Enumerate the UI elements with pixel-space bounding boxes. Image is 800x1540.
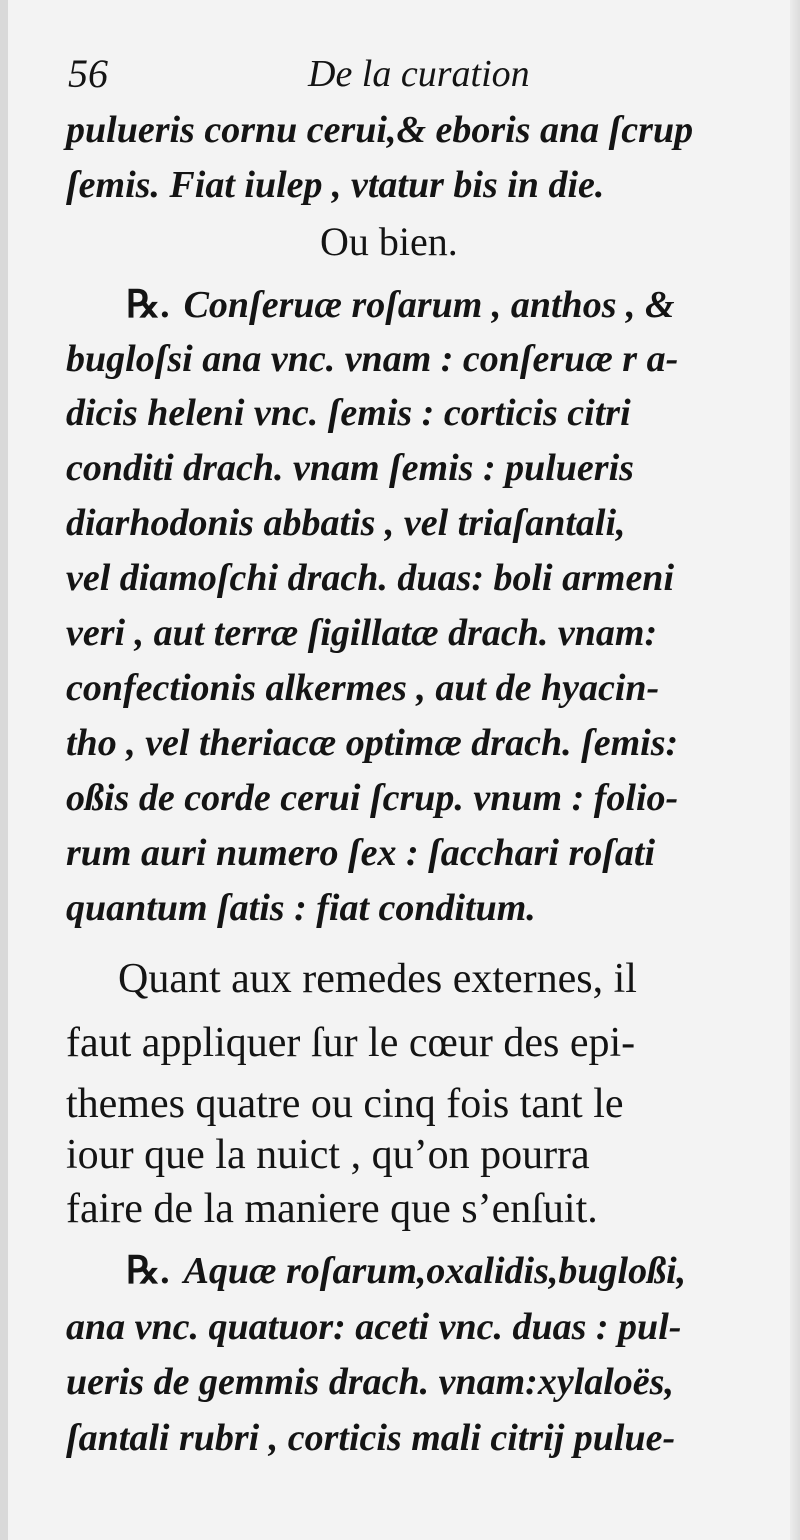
text-line: vel diamoſchi drach. duas: boli armeni xyxy=(66,557,674,599)
section-heading: Ou bien. xyxy=(320,219,458,264)
recipe-first-text: Conſeruæ roſarum , anthos , & xyxy=(183,284,675,326)
text-line: ſantali rubri , corticis mali citrij pulue- xyxy=(66,1417,676,1459)
text-line: ueris de gemmis drach. vnam:xylaloës, xyxy=(66,1361,674,1403)
paragraph-line: faire de la maniere que s’enſuit. xyxy=(66,1186,598,1232)
text-line: tho , vel theriacæ optimæ drach. ſemis: xyxy=(66,722,679,764)
text-line: diarhodonis abbatis , vel triaſantali, xyxy=(66,502,626,544)
recipe-first-line xyxy=(126,282,675,327)
text-line: dicis heleni vnc. ſemis : corticis citri xyxy=(66,392,631,434)
paragraph-line: Quant aux remedes externes, il xyxy=(118,956,637,1002)
text-line: rum auri numero ſex : ſacchari roſati xyxy=(66,832,656,874)
recipe-symbol: ℞. xyxy=(126,284,170,326)
text-line: conditi drach. vnam ſemis : pulueris xyxy=(66,447,634,489)
text-line: quantum ſatis : fiat conditum. xyxy=(66,887,536,929)
page-number: 56 xyxy=(68,51,108,96)
paragraph-line: iour que la nuict , qu’on pourra xyxy=(66,1132,590,1178)
paragraph-line: themes quatre ou cinq fois tant le xyxy=(66,1081,624,1127)
text-line: ana vnc. quatuor: aceti vnc. duas : pul- xyxy=(66,1306,682,1348)
text-line: bugloſsi ana vnc. vnam : conſeruæ r a- xyxy=(66,338,679,380)
paragraph-line: faut appliquer ſur le cœur des epi- xyxy=(66,1020,636,1066)
text-line: pulueris cornu cerui,& eboris ana ſcrup xyxy=(66,109,694,151)
text-line: veri , aut terræ ſigillatæ drach. vnam: xyxy=(66,612,658,654)
text-line: oßis de corde cerui ſcrup. vnum : folio- xyxy=(66,777,679,819)
recipe-symbol: ℞. xyxy=(126,1250,170,1292)
text-line: confectionis alkermes , aut de hyacin- xyxy=(66,667,660,709)
recipe-first-line xyxy=(126,1248,686,1293)
page-edge-shadow xyxy=(790,0,800,1540)
recipe-first-text: Aquæ roſarum,oxalidis,bugloßi, xyxy=(183,1250,687,1292)
text-line: ſemis. Fiat iulep , vtatur bis in die. xyxy=(66,164,605,206)
running-title: De la curation xyxy=(308,53,530,95)
